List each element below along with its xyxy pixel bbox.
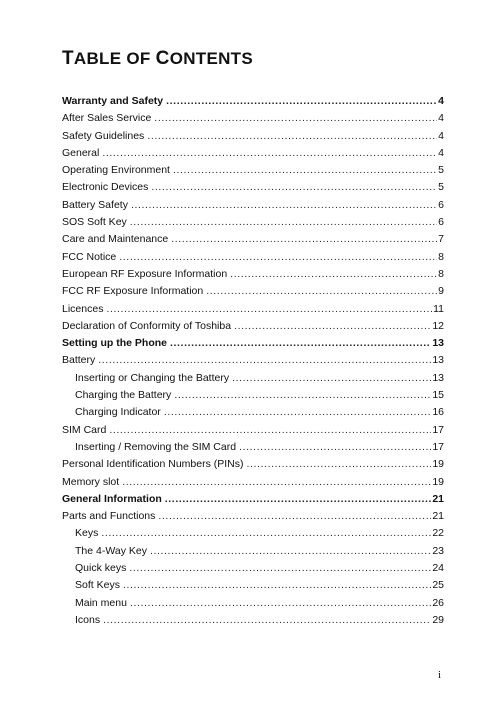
toc-entry-page: 19 — [432, 475, 444, 488]
toc-leader-dots — [130, 216, 437, 228]
toc-leader-dots — [154, 112, 437, 124]
title-initial-c: C — [155, 48, 170, 69]
toc-entry-label: Battery Safety — [62, 198, 128, 211]
toc-entry-page: 9 — [438, 285, 444, 298]
toc-entry-label: SOS Soft Key — [62, 216, 127, 229]
toc-entry-page: 6 — [438, 198, 444, 211]
toc-entry-label: Icons — [75, 613, 101, 626]
toc-entry[interactable] — [62, 562, 444, 579]
toc-entry-page: 21 — [432, 492, 444, 505]
toc-entry-page: 4 — [438, 129, 444, 142]
toc-entry-page: 21 — [432, 510, 444, 523]
title-initial-t: T — [62, 48, 74, 69]
toc-entry-page: 23 — [432, 544, 444, 557]
toc-entry-page: 19 — [432, 458, 444, 471]
toc-entry[interactable] — [62, 303, 444, 320]
toc-entry-label: Main menu — [75, 596, 127, 609]
toc-entry-page: 24 — [432, 562, 444, 575]
toc-entry-label: Inserting / Removing the SIM Card — [75, 440, 237, 453]
toc-leader-dots — [103, 614, 431, 626]
toc-entry[interactable] — [62, 95, 444, 112]
toc-entry-page: 12 — [432, 319, 444, 332]
toc-entry-label: Licences — [62, 302, 104, 315]
toc-entry-page: 25 — [432, 579, 444, 592]
toc-entry-page: 15 — [432, 389, 444, 402]
toc-entry-page: 22 — [432, 527, 444, 540]
toc-entry-label: FCC RF Exposure Information — [62, 285, 204, 298]
toc-entry-label: Warranty and Safety — [62, 95, 164, 107]
toc-leader-dots — [130, 597, 431, 609]
toc-leader-dots — [151, 181, 437, 193]
toc-entry-page: 26 — [432, 596, 444, 609]
toc-leader-dots — [101, 527, 431, 539]
toc-entry[interactable] — [62, 354, 444, 371]
toc-entry-label: Keys — [75, 527, 99, 540]
toc-leader-dots — [173, 164, 437, 176]
toc-entry-page: 7 — [438, 233, 444, 246]
toc-entry-label: Memory slot — [62, 475, 120, 488]
toc-entry[interactable] — [62, 406, 444, 423]
toc-entry[interactable] — [62, 285, 444, 302]
toc-entry-label: Care and Maintenance — [62, 233, 169, 246]
toc-entry-label: Charging the Battery — [75, 389, 172, 402]
toc-entry[interactable] — [62, 251, 444, 268]
toc-entry-label: Operating Environment — [62, 164, 170, 177]
toc-entry-page: 4 — [438, 95, 444, 107]
toc-entry[interactable] — [62, 614, 444, 631]
toc-entry[interactable] — [62, 441, 444, 458]
toc-entry[interactable] — [62, 510, 444, 527]
toc-leader-dots — [122, 476, 431, 488]
toc-entry-page: 29 — [432, 613, 444, 626]
toc-leader-dots — [164, 406, 432, 418]
toc-entry-page: 8 — [438, 267, 444, 280]
toc-entry[interactable] — [62, 579, 444, 596]
toc-entry-page: 13 — [432, 337, 444, 350]
toc-entry-label: Personal Identification Numbers (PINs) — [62, 458, 244, 471]
toc-leader-dots — [165, 493, 432, 505]
toc-entry-page: 11 — [433, 302, 444, 315]
toc-leader-dots — [232, 372, 431, 384]
toc-leader-dots — [171, 233, 437, 245]
toc-entry-label: Declaration of Conformity of Toshiba — [62, 319, 232, 332]
toc-entry-label: The 4-Way Key — [75, 544, 147, 557]
toc-entry[interactable] — [62, 527, 444, 544]
toc-entry[interactable] — [62, 597, 444, 614]
toc-leader-dots — [131, 199, 437, 211]
toc-entry[interactable] — [62, 130, 444, 147]
toc-leader-dots — [166, 95, 437, 107]
toc-entry-label: Electronic Devices — [62, 181, 149, 194]
toc-entry-label: Soft Keys — [75, 579, 120, 592]
toc-entry-page: 5 — [438, 164, 444, 177]
toc-entry[interactable] — [62, 147, 444, 164]
toc-entry-label: Setting up the Phone — [62, 337, 167, 350]
toc-leader-dots — [123, 579, 431, 591]
toc-leader-dots — [206, 285, 437, 297]
toc-entry[interactable] — [62, 233, 444, 250]
toc-entry-page: 6 — [438, 216, 444, 229]
toc-entry[interactable] — [62, 112, 444, 129]
page-number: i — [437, 669, 441, 681]
toc-entry-label: General Information — [62, 492, 162, 505]
toc-entry-label: FCC Notice — [62, 250, 117, 263]
toc-entry-page: 13 — [432, 371, 444, 384]
toc-leader-dots — [158, 510, 431, 522]
toc-leader-dots — [247, 458, 432, 470]
toc-leader-dots — [150, 545, 431, 557]
toc-entry[interactable] — [62, 424, 444, 441]
toc-entry-label: Battery — [62, 354, 96, 367]
toc-entry-label: General — [62, 146, 100, 159]
toc-leader-dots — [239, 441, 431, 453]
toc-entry-label: Parts and Functions — [62, 510, 156, 523]
toc-entry-page: 16 — [432, 406, 444, 419]
toc-entry[interactable] — [62, 476, 444, 493]
toc-entry[interactable] — [62, 216, 444, 233]
toc-leader-dots — [119, 251, 437, 263]
title-word-able-of: ABLE OF — [73, 49, 151, 68]
toc-entry[interactable] — [62, 545, 444, 562]
toc-leader-dots — [170, 337, 431, 349]
toc-leader-dots — [174, 389, 431, 401]
toc-entry-label: Safety Guidelines — [62, 129, 145, 142]
toc-entry[interactable] — [62, 268, 444, 285]
toc-entry[interactable] — [62, 164, 444, 181]
toc-entry-page: 5 — [438, 181, 444, 194]
toc-entry-label: European RF Exposure Information — [62, 267, 228, 280]
toc-entry-page: 13 — [432, 354, 444, 367]
toc-entry-page: 4 — [438, 146, 444, 159]
table-of-contents — [62, 95, 444, 631]
toc-entry-page: 17 — [432, 423, 444, 436]
toc-leader-dots — [106, 303, 432, 315]
toc-entry-page: 4 — [438, 112, 444, 125]
toc-entry-label: After Sales Service — [62, 112, 152, 125]
toc-leader-dots — [147, 130, 437, 142]
toc-entry-page: 17 — [432, 440, 444, 453]
toc-leader-dots — [98, 354, 431, 366]
toc-entry[interactable] — [62, 320, 444, 337]
toc-entry-label: Inserting or Changing the Battery — [75, 371, 230, 384]
toc-entry[interactable] — [62, 458, 444, 475]
title-word-ontents: ONTENTS — [169, 49, 254, 68]
page-title — [62, 48, 253, 70]
toc-entry-label: Quick keys — [75, 562, 127, 575]
toc-entry[interactable] — [62, 181, 444, 198]
toc-entry-label: SIM Card — [62, 423, 107, 436]
toc-entry-page: 8 — [438, 250, 444, 263]
toc-leader-dots — [109, 424, 431, 436]
toc-entry[interactable] — [62, 337, 444, 354]
toc-entry[interactable] — [62, 372, 444, 389]
toc-entry[interactable] — [62, 389, 444, 406]
toc-leader-dots — [230, 268, 437, 280]
toc-leader-dots — [129, 562, 431, 574]
toc-leader-dots — [102, 147, 437, 159]
toc-entry[interactable] — [62, 493, 444, 510]
toc-entry[interactable] — [62, 199, 444, 216]
toc-leader-dots — [234, 320, 431, 332]
toc-entry-label: Charging Indicator — [75, 406, 161, 419]
